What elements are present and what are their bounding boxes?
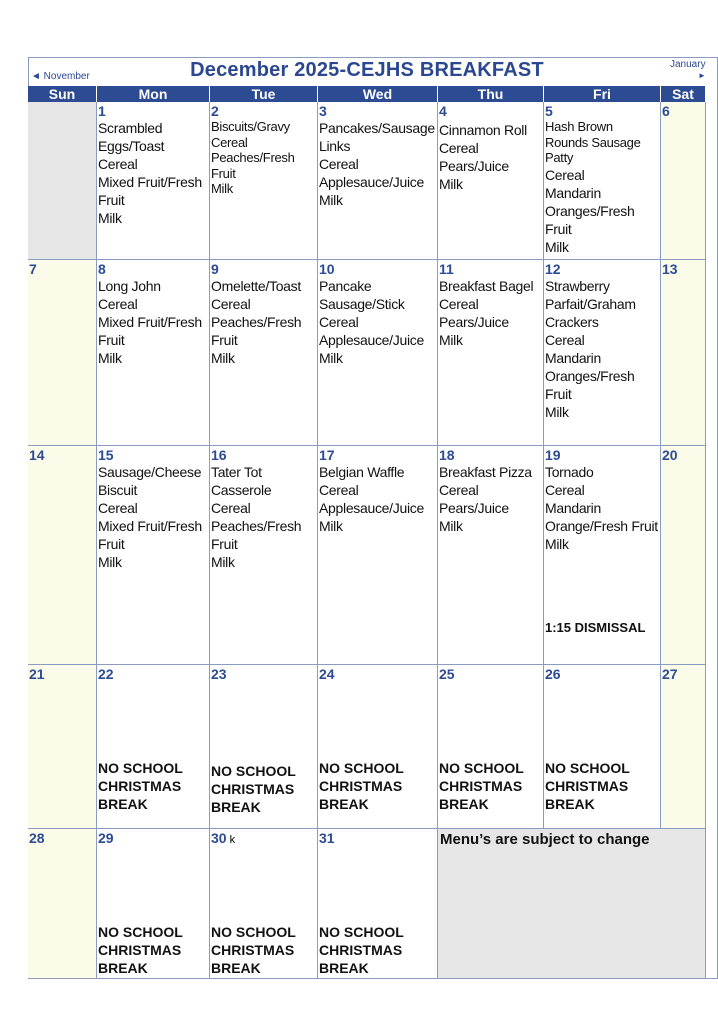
menu-items: Hash Brown Rounds Sausage Patty Cereal Mandarin Oranges/Fresh Fruit Milk <box>545 119 641 255</box>
day-cell-30[interactable] <box>210 829 318 979</box>
menu-items: Tornado Cereal Mandarin Orange/Fresh Fruit Milk <box>545 464 658 552</box>
day-cell-28[interactable] <box>28 829 97 979</box>
menu-items: Breakfast Bagel Cereal Pears/Juice Milk <box>439 278 534 348</box>
menu-items: Pancake Sausage/Stick Cereal Applesauce/Juice Milk <box>319 278 424 366</box>
day-cell-10[interactable] <box>318 260 438 446</box>
menu-items: Breakfast Pizza Cereal Pears/Juice Milk <box>439 464 532 534</box>
day-number: 20 <box>662 447 678 463</box>
calendar-title: December 2025-CEJHS BREAKFAST <box>190 59 544 81</box>
day-number: 25 <box>439 666 455 682</box>
no-school-label: NO SCHOOL CHRISTMAS BREAK <box>439 760 524 812</box>
day-cell-17[interactable] <box>318 446 438 665</box>
day-number: 6 <box>662 103 670 119</box>
day-cell-31[interactable] <box>318 829 438 979</box>
no-school-label: NO SCHOOL CHRISTMAS BREAK <box>98 760 183 812</box>
day-number: 24 <box>319 666 335 682</box>
day-cell-empty <box>28 102 97 260</box>
day-number: 22 <box>98 666 114 682</box>
day-cell-23[interactable] <box>210 665 318 829</box>
day-number: 13 <box>662 261 678 277</box>
day-cell-9[interactable] <box>210 260 318 446</box>
day-cell-16[interactable] <box>210 446 318 665</box>
menu-items: Belgian Waffle Cereal Applesauce/Juice Milk <box>319 464 424 534</box>
early-dismissal-note: 1:15 DISMISSAL <box>545 620 646 635</box>
no-school-label: NO SCHOOL CHRISTMAS BREAK <box>211 763 296 815</box>
day-header-tue: Tue <box>210 86 318 102</box>
day-cell-14[interactable] <box>28 446 97 665</box>
day-number: 12 <box>545 261 561 277</box>
day-cell-8[interactable] <box>97 260 210 446</box>
stray-mark: k <box>229 834 236 846</box>
day-number: 31 <box>319 830 335 846</box>
day-cell-21[interactable] <box>28 665 97 829</box>
day-number: 14 <box>29 447 45 463</box>
day-header-wed: Wed <box>318 86 438 102</box>
prev-month-link[interactable]: ◄ November <box>31 71 90 82</box>
day-cell-13[interactable] <box>661 260 706 446</box>
day-cell-12[interactable] <box>544 260 661 446</box>
day-number: 4 <box>439 103 447 119</box>
day-number: 28 <box>29 830 45 846</box>
day-number: 21 <box>29 666 45 682</box>
no-school-label: NO SCHOOL CHRISTMAS BREAK <box>211 924 296 976</box>
menu-items: Cinnamon Roll Cereal Pears/Juice Milk <box>439 122 527 192</box>
day-header-sun: Sun <box>28 86 97 102</box>
day-number: 15 <box>98 447 114 463</box>
menu-disclaimer: Menu’s are subject to change <box>440 831 650 848</box>
day-number: 11 <box>439 261 454 277</box>
next-arrow-icon: ► <box>698 71 706 80</box>
day-cell-6[interactable] <box>661 102 706 260</box>
day-number: 3 <box>319 103 327 119</box>
day-number: 27 <box>662 666 678 682</box>
menu-items: Omelette/Toast Cereal Peaches/Fresh Fruit Milk <box>211 278 302 366</box>
day-cell-11[interactable] <box>438 260 544 446</box>
day-number: 1 <box>98 103 106 119</box>
day-cell-27[interactable] <box>661 665 706 829</box>
menu-items: Tater Tot Casserole Cereal Peaches/Fresh Fruit Milk <box>211 464 302 570</box>
day-number: 30 k <box>211 830 236 846</box>
menu-items: Strawberry Parfait/Graham Crackers Cereal Mandarin Oranges/Fresh Fruit Milk <box>545 278 636 420</box>
next-month-link[interactable] <box>670 59 706 80</box>
day-header-thu: Thu <box>438 86 544 102</box>
day-cell-2[interactable] <box>210 102 318 260</box>
day-number: 5 <box>545 103 553 119</box>
menu-items: Pancakes/Sausage Links Cereal Applesauce/Juice Milk <box>319 120 435 208</box>
day-number: 9 <box>211 261 219 277</box>
day-number: 29 <box>98 830 114 846</box>
day-number: 8 <box>98 261 106 277</box>
day-cell-24[interactable] <box>318 665 438 829</box>
day-number: 23 <box>211 666 227 682</box>
day-header-fri: Fri <box>544 86 661 102</box>
next-month-label: January <box>670 59 706 70</box>
day-cell-5[interactable] <box>544 102 661 260</box>
notes-cell <box>438 829 706 979</box>
no-school-label: NO SCHOOL CHRISTMAS BREAK <box>319 760 404 812</box>
menu-items: Biscuits/Gravy Cereal Peaches/Fresh Fruit Milk <box>211 119 295 196</box>
no-school-label: NO SCHOOL CHRISTMAS BREAK <box>319 924 404 976</box>
day-number: 18 <box>439 447 455 463</box>
day-cell-22[interactable] <box>97 665 210 829</box>
day-number: 16 <box>211 447 227 463</box>
day-cell-18[interactable] <box>438 446 544 665</box>
day-cell-3[interactable] <box>318 102 438 260</box>
day-cell-19[interactable] <box>544 446 661 665</box>
day-number: 19 <box>545 447 561 463</box>
menu-items: Long John Cereal Mixed Fruit/Fresh Fruit Milk <box>98 278 202 366</box>
day-cell-15[interactable] <box>97 446 210 665</box>
day-number: 10 <box>319 261 335 277</box>
day-cell-20[interactable] <box>661 446 706 665</box>
day-cell-25[interactable] <box>438 665 544 829</box>
day-number: 7 <box>29 261 37 277</box>
menu-items: Sausage/Cheese Biscuit Cereal Mixed Fruit/Fresh Fruit Milk <box>98 464 202 570</box>
day-cell-4[interactable] <box>438 102 544 260</box>
day-header-mon: Mon <box>97 86 210 102</box>
no-school-label: NO SCHOOL CHRISTMAS BREAK <box>98 924 183 976</box>
day-cell-1[interactable] <box>97 102 210 260</box>
day-number: 17 <box>319 447 335 463</box>
no-school-label: NO SCHOOL CHRISTMAS BREAK <box>545 760 630 812</box>
day-cell-29[interactable] <box>97 829 210 979</box>
menu-items: Scrambled Eggs/Toast Cereal Mixed Fruit/Fresh Fruit Milk <box>98 120 202 226</box>
day-number: 2 <box>211 103 219 119</box>
day-number: 26 <box>545 666 561 682</box>
day-header-sat: Sat <box>661 86 706 102</box>
day-cell-26[interactable] <box>544 665 661 829</box>
day-cell-7[interactable] <box>28 260 97 446</box>
